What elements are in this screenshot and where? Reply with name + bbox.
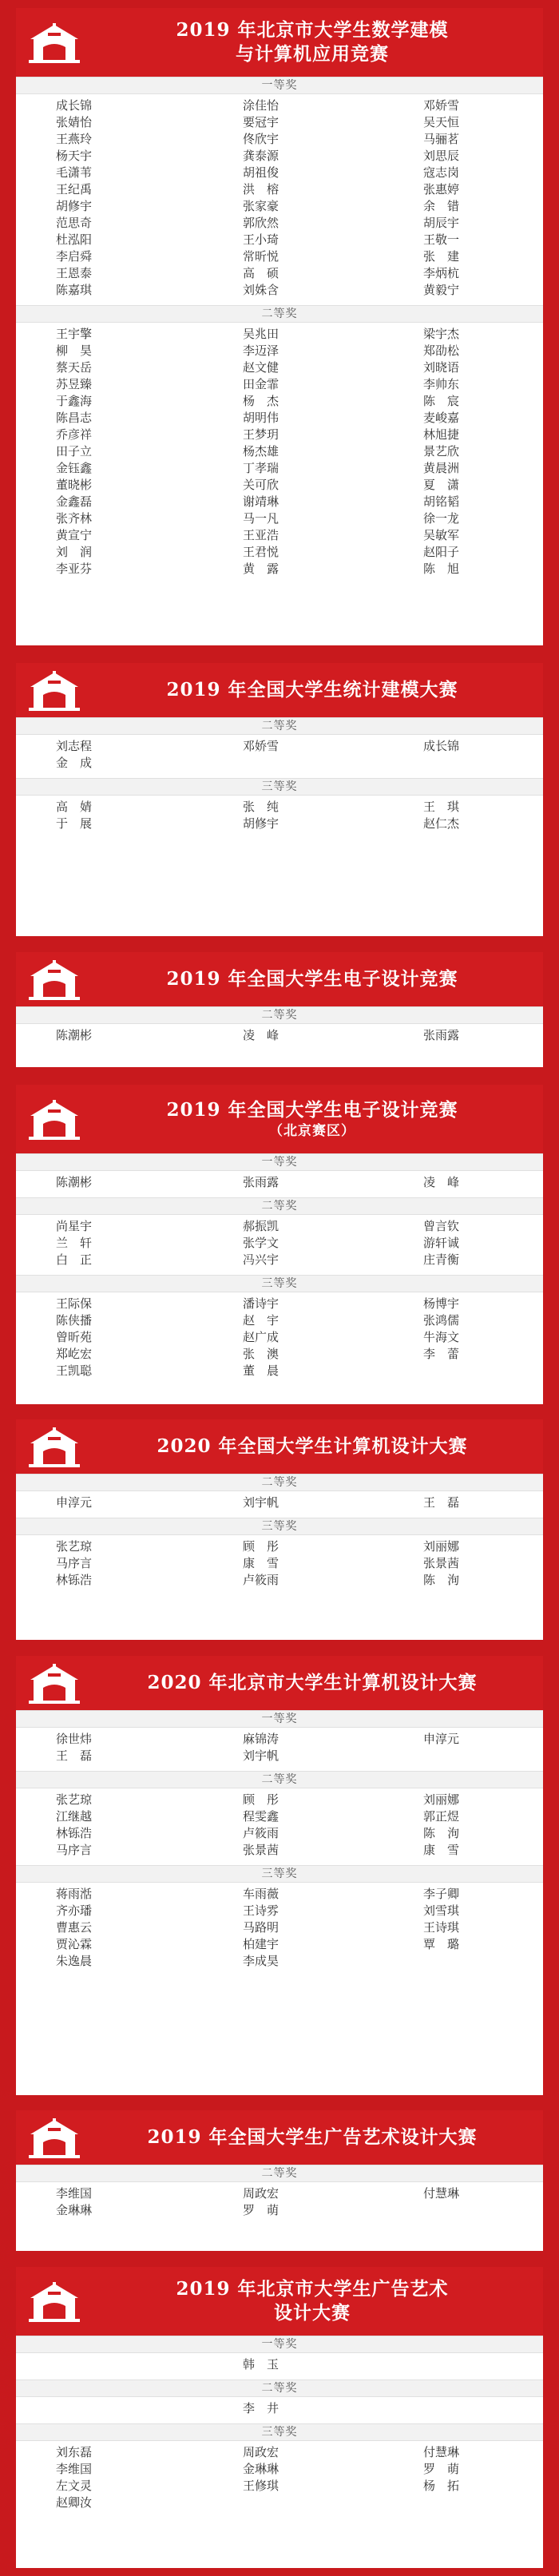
winner-name bbox=[366, 2400, 521, 2417]
winner-name: 董晓彬 bbox=[56, 478, 93, 492]
winner-name-grid bbox=[16, 2397, 543, 2423]
competition-title-line: 2019 年全国大学生电子设计竞赛 bbox=[166, 1099, 458, 1121]
winner-name: 韩 玉 bbox=[243, 2357, 280, 2372]
winner-name: 杜泓阳 bbox=[56, 232, 93, 247]
winner-name: 张婧怡 bbox=[56, 115, 93, 129]
winner-name: 张鸿儒 bbox=[423, 1313, 460, 1328]
winner-name: 王诗琪 bbox=[423, 1920, 460, 1935]
winner-name: 凌 峰 bbox=[423, 1175, 460, 1189]
winner-name: 王梦玥 bbox=[243, 427, 280, 442]
competition-title-line: 2020 年北京市大学生计算机设计大赛 bbox=[147, 1672, 478, 1693]
winner-name-grid bbox=[16, 2182, 543, 2225]
winner-name: 田子立 bbox=[56, 444, 93, 458]
section-header bbox=[16, 1419, 543, 1474]
competition-title bbox=[89, 2110, 535, 2165]
winner-name: 金琳琳 bbox=[243, 2462, 280, 2476]
winner-name: 杨 拓 bbox=[423, 2479, 460, 2493]
prize-level-label: 二等奖 bbox=[16, 717, 543, 735]
winner-name-grid bbox=[16, 1292, 543, 1386]
winner-name: 王际保 bbox=[56, 1296, 93, 1311]
winner-name: 麦峻嘉 bbox=[423, 411, 460, 425]
winner-name: 范思奇 bbox=[56, 216, 93, 230]
winner-name: 刘志程 bbox=[56, 739, 93, 753]
winner-name: 黄 露 bbox=[243, 562, 280, 576]
section-electronics-beijing bbox=[16, 1085, 543, 1404]
winner-name: 白 正 bbox=[56, 1252, 93, 1267]
winner-name-grid bbox=[16, 1728, 543, 1771]
prize-level-label: 二等奖 bbox=[16, 1474, 543, 1491]
winner-name: 张 纯 bbox=[243, 800, 280, 814]
winner-name: 王 琪 bbox=[423, 800, 460, 814]
winner-name: 郑劭松 bbox=[423, 343, 460, 358]
section-header bbox=[16, 2267, 543, 2336]
winner-name: 覃 璐 bbox=[423, 1937, 460, 1951]
section-ad-design-national bbox=[16, 2110, 543, 2251]
winner-name: 洪 榕 bbox=[243, 182, 280, 196]
winner-name: 刘姝含 bbox=[243, 283, 280, 297]
university-gate-emblem-icon bbox=[24, 2115, 85, 2160]
winner-name-grid bbox=[16, 796, 543, 839]
winner-name-grid bbox=[16, 1883, 543, 1976]
winner-name: 杨杰雄 bbox=[243, 444, 280, 458]
section-header bbox=[16, 663, 543, 717]
winner-name: 牛海文 bbox=[423, 1330, 460, 1344]
competition-title-line: 2019 年北京市大学生数学建模 bbox=[176, 19, 449, 41]
winner-name: 张 澳 bbox=[243, 1347, 280, 1361]
winner-name: 申淳元 bbox=[423, 1732, 460, 1746]
competition-title bbox=[89, 663, 535, 717]
winner-name: 胡祖俊 bbox=[243, 165, 280, 180]
prize-level-label: 一等奖 bbox=[16, 1710, 543, 1728]
winner-name: 康 雪 bbox=[243, 1556, 280, 1570]
competition-title-line: 2020 年全国大学生计算机设计大赛 bbox=[157, 1435, 468, 1457]
prize-level-label: 二等奖 bbox=[16, 305, 543, 323]
winner-name: 游轩诚 bbox=[423, 1236, 460, 1250]
winner-name: 刘东磊 bbox=[56, 2445, 93, 2459]
section-computer-design-beijing bbox=[16, 1656, 543, 2095]
university-gate-emblem-icon bbox=[24, 957, 85, 1002]
winner-name: 凌 峰 bbox=[243, 1028, 280, 1042]
winner-name: 余 错 bbox=[423, 199, 460, 213]
winner-name-grid bbox=[16, 1024, 543, 1050]
winner-name: 邓娇雪 bbox=[243, 739, 280, 753]
winner-name-grid bbox=[16, 1171, 543, 1197]
competition-title bbox=[89, 1085, 535, 1153]
winner-name: 杨 杰 bbox=[243, 394, 280, 408]
winner-name: 于鑫海 bbox=[56, 394, 93, 408]
winner-name: 王宇擎 bbox=[56, 327, 93, 341]
prize-level-label: 三等奖 bbox=[16, 1275, 543, 1292]
winner-name: 李 井 bbox=[243, 2401, 280, 2415]
winner-name: 张雨露 bbox=[243, 1175, 280, 1189]
winner-name: 王敬一 bbox=[423, 232, 460, 247]
competition-title-line: 2019 年全国大学生广告艺术设计大赛 bbox=[147, 2126, 478, 2148]
winner-name: 胡辰宇 bbox=[423, 216, 460, 230]
winner-name: 顾 彤 bbox=[243, 1539, 280, 1554]
winner-name: 陈昌志 bbox=[56, 411, 93, 425]
prize-level-label: 一等奖 bbox=[16, 2336, 543, 2353]
winner-name: 吴兆田 bbox=[243, 327, 280, 341]
competition-title-line: 2019 年全国大学生电子设计竞赛 bbox=[166, 968, 458, 990]
winner-name: 林铄浩 bbox=[56, 1573, 93, 1587]
winner-name-grid bbox=[16, 94, 543, 305]
winner-name: 徐世炜 bbox=[56, 1732, 93, 1746]
winner-name: 赵仁杰 bbox=[423, 816, 460, 831]
winner-name: 江继越 bbox=[56, 1809, 93, 1824]
prize-level-label: 二等奖 bbox=[16, 1771, 543, 1788]
winner-name-grid bbox=[16, 1215, 543, 1275]
winner-name: 成长锦 bbox=[56, 98, 93, 113]
section-ad-design-beijing bbox=[16, 2267, 543, 2568]
winner-name: 张学文 bbox=[243, 1236, 280, 1250]
winner-name: 林铄浩 bbox=[56, 1826, 93, 1840]
winner-name: 罗 萌 bbox=[423, 2462, 460, 2476]
section-header bbox=[16, 8, 543, 77]
competition-title-line: 设计大赛 bbox=[274, 2302, 351, 2324]
winner-name: 李维国 bbox=[56, 2186, 93, 2201]
winner-name: 顾 彤 bbox=[243, 1792, 280, 1807]
university-gate-emblem-icon bbox=[24, 1424, 85, 1469]
winner-name: 谢靖琳 bbox=[243, 494, 280, 509]
winner-name: 刘雪琪 bbox=[423, 1903, 460, 1918]
winner-name: 赵文健 bbox=[243, 360, 280, 375]
winner-name: 尚星宇 bbox=[56, 1219, 93, 1233]
winner-name: 赵阳子 bbox=[423, 545, 460, 559]
section-statistics-modeling bbox=[16, 663, 543, 936]
winner-name: 张艺琼 bbox=[56, 1792, 93, 1807]
winner-name: 董 晨 bbox=[243, 1363, 280, 1378]
prize-level-label: 二等奖 bbox=[16, 2380, 543, 2397]
winner-name: 金钰鑫 bbox=[56, 461, 93, 475]
winner-name: 关可欣 bbox=[243, 478, 280, 492]
winner-name: 张景茜 bbox=[423, 1556, 460, 1570]
winner-name: 付慧琳 bbox=[423, 2186, 460, 2201]
winner-name: 田金霏 bbox=[243, 377, 280, 391]
winner-name: 胡明伟 bbox=[243, 411, 280, 425]
winner-name: 齐亦璠 bbox=[56, 1903, 93, 1918]
winner-name: 马骊茗 bbox=[423, 132, 460, 146]
competition-title-line: 与计算机应用竞赛 bbox=[236, 43, 389, 65]
winner-name: 胡修宇 bbox=[56, 199, 93, 213]
winner-name: 胡修宇 bbox=[243, 816, 280, 831]
winner-name: 胡铭韬 bbox=[423, 494, 460, 509]
winner-name: 马路明 bbox=[243, 1920, 280, 1935]
competition-title bbox=[89, 2267, 535, 2336]
winner-name: 高 硕 bbox=[243, 266, 280, 280]
winner-name: 刘宇帆 bbox=[243, 1495, 280, 1510]
winner-name: 李迈泽 bbox=[243, 343, 280, 358]
winner-name: 李帅东 bbox=[423, 377, 460, 391]
winner-name: 刘丽娜 bbox=[423, 1792, 460, 1807]
winner-name: 王君悦 bbox=[243, 545, 280, 559]
winner-name: 张景茜 bbox=[243, 1843, 280, 1857]
winner-name: 庄青衡 bbox=[423, 1252, 460, 1267]
winner-name: 张 建 bbox=[423, 249, 460, 264]
winner-name: 王 磊 bbox=[56, 1748, 93, 1763]
winner-name: 刘晓语 bbox=[423, 360, 460, 375]
section-header bbox=[16, 2110, 543, 2165]
winner-name: 金 成 bbox=[56, 756, 93, 770]
winner-name: 景艺欣 bbox=[423, 444, 460, 458]
winner-name: 杨博宇 bbox=[423, 1296, 460, 1311]
winner-name: 李亚芬 bbox=[56, 562, 93, 576]
competition-title bbox=[89, 1656, 535, 1710]
winner-name: 陈潮彬 bbox=[56, 1175, 93, 1189]
winner-name: 黄毅宁 bbox=[423, 283, 460, 297]
section-computer-design-national bbox=[16, 1419, 543, 1640]
winner-name: 赵广成 bbox=[243, 1330, 280, 1344]
winner-name: 黄宣宁 bbox=[56, 528, 93, 542]
winner-name: 付慧琳 bbox=[423, 2445, 460, 2459]
prize-level-label: 二等奖 bbox=[16, 1197, 543, 1215]
winner-name: 龚泰源 bbox=[243, 149, 280, 163]
winner-name: 李子卿 bbox=[423, 1887, 460, 1901]
winner-name: 刘思辰 bbox=[423, 149, 460, 163]
section-header bbox=[16, 1656, 543, 1710]
competition-title-line: 2019 年北京市大学生广告艺术 bbox=[176, 2278, 449, 2300]
winner-name: 刘宇帆 bbox=[243, 1748, 280, 1763]
winner-name: 郭正煜 bbox=[423, 1809, 460, 1824]
winner-name: 邓娇雪 bbox=[423, 98, 460, 113]
winner-name: 陈侠播 bbox=[56, 1313, 93, 1328]
winner-name: 金琳琳 bbox=[56, 2203, 93, 2217]
winner-name: 赵卿汝 bbox=[56, 2495, 93, 2510]
winner-name: 张雨露 bbox=[423, 1028, 460, 1042]
winner-name-grid bbox=[16, 2441, 543, 2518]
winner-name: 梁宇杰 bbox=[423, 327, 460, 341]
winner-name: 申淳元 bbox=[56, 1495, 93, 1510]
section-electronics-national bbox=[16, 952, 543, 1067]
winner-name bbox=[366, 2356, 521, 2373]
winner-name bbox=[56, 2400, 211, 2417]
winner-name: 毛潇苇 bbox=[56, 165, 93, 180]
prize-level-label: 三等奖 bbox=[16, 2423, 543, 2441]
winner-name: 李维国 bbox=[56, 2462, 93, 2476]
winner-name: 王 磊 bbox=[423, 1495, 460, 1510]
winner-name: 蔡天岳 bbox=[56, 360, 93, 375]
winner-name: 夏 潇 bbox=[423, 478, 460, 492]
winner-name: 郭欣然 bbox=[243, 216, 280, 230]
winner-name-grid bbox=[16, 2353, 543, 2380]
winner-name: 陈嘉琪 bbox=[56, 283, 93, 297]
winner-name: 冯兴宇 bbox=[243, 1252, 280, 1267]
winner-name: 李成昊 bbox=[243, 1954, 280, 1968]
winner-name: 郝振凯 bbox=[243, 1219, 280, 1233]
winner-name: 黄晨洲 bbox=[423, 461, 460, 475]
winner-name: 柏建宇 bbox=[243, 1937, 280, 1951]
winner-name: 麻锦涛 bbox=[243, 1732, 280, 1746]
winner-name: 罗 萌 bbox=[243, 2203, 280, 2217]
winner-name: 蒋雨湉 bbox=[56, 1887, 93, 1901]
competition-title bbox=[89, 8, 535, 77]
winner-name: 金鑫磊 bbox=[56, 494, 93, 509]
winner-name: 杨天宇 bbox=[56, 149, 93, 163]
winner-name: 曾言钦 bbox=[423, 1219, 460, 1233]
winner-name: 陈 洵 bbox=[423, 1826, 460, 1840]
university-gate-emblem-icon bbox=[24, 1661, 85, 1705]
winner-name: 康 雪 bbox=[423, 1843, 460, 1857]
prize-level-label: 三等奖 bbox=[16, 778, 543, 796]
prize-level-label: 二等奖 bbox=[16, 2165, 543, 2182]
winner-name: 寇志岗 bbox=[423, 165, 460, 180]
winner-name: 曹惠云 bbox=[56, 1920, 93, 1935]
winner-name: 朱逸晨 bbox=[56, 1954, 93, 1968]
prize-level-label: 二等奖 bbox=[16, 1006, 543, 1024]
winner-name: 王纪禹 bbox=[56, 182, 93, 196]
winner-name: 要冠宇 bbox=[243, 115, 280, 129]
winner-name: 王燕玲 bbox=[56, 132, 93, 146]
winner-name-grid bbox=[16, 1491, 543, 1518]
winner-name: 王恩泰 bbox=[56, 266, 93, 280]
winner-name: 王小琦 bbox=[243, 232, 280, 247]
winner-name: 曾昕苑 bbox=[56, 1330, 93, 1344]
winner-name: 李炳杭 bbox=[423, 266, 460, 280]
section-header bbox=[16, 952, 543, 1006]
winner-name: 王亚浩 bbox=[243, 528, 280, 542]
winner-name: 贾沁霖 bbox=[56, 1937, 93, 1951]
winner-name: 常昕悦 bbox=[243, 249, 280, 264]
winner-name: 林旭捷 bbox=[423, 427, 460, 442]
winner-name: 张齐林 bbox=[56, 511, 93, 526]
competition-title-line: 2019 年全国大学生统计建模大赛 bbox=[166, 679, 458, 701]
winner-name: 王凯聪 bbox=[56, 1363, 93, 1378]
winner-name: 乔彦祥 bbox=[56, 427, 93, 442]
winner-name-grid bbox=[16, 323, 543, 584]
winner-name: 左文灵 bbox=[56, 2479, 93, 2493]
winner-name: 李 蕾 bbox=[423, 1347, 460, 1361]
prize-level-label: 三等奖 bbox=[16, 1865, 543, 1883]
winner-name: 陈 洵 bbox=[423, 1573, 460, 1587]
winner-name: 车雨薇 bbox=[243, 1887, 280, 1901]
winner-name: 赵 宇 bbox=[243, 1313, 280, 1328]
winner-name-grid bbox=[16, 1535, 543, 1595]
competition-title bbox=[89, 952, 535, 1006]
section-math-modeling bbox=[16, 8, 543, 645]
winner-name: 马序言 bbox=[56, 1843, 93, 1857]
winner-name-grid bbox=[16, 1788, 543, 1865]
winner-name: 马序言 bbox=[56, 1556, 93, 1570]
winner-name: 陈潮彬 bbox=[56, 1028, 93, 1042]
winner-name: 吴天恒 bbox=[423, 115, 460, 129]
university-gate-emblem-icon bbox=[24, 2279, 85, 2324]
winner-name: 周政宏 bbox=[243, 2186, 280, 2201]
winner-name: 王修琪 bbox=[243, 2479, 280, 2493]
winner-name: 佟欣宇 bbox=[243, 132, 280, 146]
winner-name: 卢筱雨 bbox=[243, 1826, 280, 1840]
section-header bbox=[16, 1085, 543, 1153]
winner-name: 高 婧 bbox=[56, 800, 93, 814]
university-gate-emblem-icon bbox=[24, 1097, 85, 1141]
winner-name: 张艺琼 bbox=[56, 1539, 93, 1554]
prize-level-label: 一等奖 bbox=[16, 77, 543, 94]
winner-name: 陈 旭 bbox=[423, 562, 460, 576]
winner-name: 陈 宸 bbox=[423, 394, 460, 408]
winner-name-grid bbox=[16, 735, 543, 778]
university-gate-emblem-icon bbox=[24, 20, 85, 65]
university-gate-emblem-icon bbox=[24, 668, 85, 712]
winner-name bbox=[56, 2356, 211, 2373]
winner-name: 兰 轩 bbox=[56, 1236, 93, 1250]
winner-name: 刘 润 bbox=[56, 545, 93, 559]
winner-name: 徐一龙 bbox=[423, 511, 460, 526]
winner-name: 张家豪 bbox=[243, 199, 280, 213]
winner-name: 苏昱臻 bbox=[56, 377, 93, 391]
winner-name: 刘丽娜 bbox=[423, 1539, 460, 1554]
winner-name: 潘诗宇 bbox=[243, 1296, 280, 1311]
prize-level-label: 三等奖 bbox=[16, 1518, 543, 1535]
winner-name: 于 展 bbox=[56, 816, 93, 831]
winner-name: 丁孝瑞 bbox=[243, 461, 280, 475]
competition-title bbox=[89, 1419, 535, 1474]
prize-level-label: 一等奖 bbox=[16, 1153, 543, 1171]
winner-name: 李启舜 bbox=[56, 249, 93, 264]
winner-name: 王诗雰 bbox=[243, 1903, 280, 1918]
winner-name: 柳 昊 bbox=[56, 343, 93, 358]
winner-name: 涂佳怡 bbox=[243, 98, 280, 113]
winner-name: 郑屹宏 bbox=[56, 1347, 93, 1361]
competition-subtitle: （北京赛区） bbox=[269, 1123, 355, 1139]
winner-name: 马一凡 bbox=[243, 511, 280, 526]
winner-name: 程雯鑫 bbox=[243, 1809, 280, 1824]
winner-name: 张惠婷 bbox=[423, 182, 460, 196]
winner-name: 吴敏军 bbox=[423, 528, 460, 542]
winner-name: 成长锦 bbox=[423, 739, 460, 753]
winner-name: 卢筱雨 bbox=[243, 1573, 280, 1587]
winner-name: 周政宏 bbox=[243, 2445, 280, 2459]
